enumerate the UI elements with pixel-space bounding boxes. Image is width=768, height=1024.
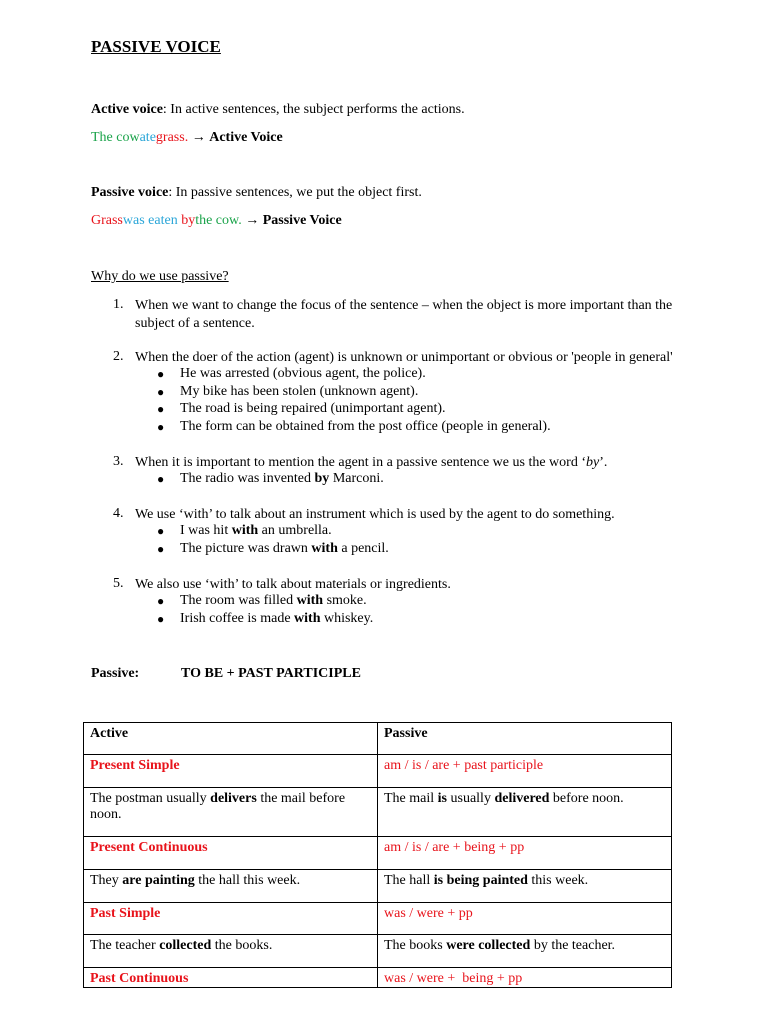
cell-bold: delivered	[494, 791, 550, 806]
bullet-text: My bike has been stolen (unknown agent).	[180, 384, 419, 399]
list-item-text: We also use ‘with’ to talk about materials or ingredients.	[135, 577, 451, 592]
table-row	[84, 788, 672, 837]
active-voice-definition-text: : In active sentences, the subject performs the actions.	[162, 102, 465, 117]
bullet-text-bold: with	[231, 523, 259, 538]
passive-voice-term: Passive voice	[91, 185, 169, 200]
list-item-text: When we want to change the focus of the sentence – when the object is more important than the subject of a sentence.	[135, 298, 673, 331]
cell-text: usually	[447, 791, 495, 806]
page-title: PASSIVE VOICE	[91, 37, 221, 56]
cell-text: The books	[384, 938, 447, 953]
bullet-text-bold: with	[296, 593, 324, 608]
passive-example-verb: was eaten	[122, 213, 182, 228]
tense-rule: am / is / are + past participle	[378, 755, 672, 788]
passive-example-agent: the cow.	[195, 213, 242, 228]
bullet-text-bold: with	[294, 611, 321, 626]
active-example-verb: ate	[139, 130, 156, 145]
cell-text: the hall this week.	[194, 873, 301, 888]
bullet-text-start: I was hit	[180, 523, 232, 538]
tense-table	[83, 722, 672, 988]
bullet-text-end: whiskey.	[320, 611, 374, 626]
list-number: 2.	[113, 349, 124, 364]
list-item-text: We use ‘with’ to talk about an instrument which is used by the agent to do something.	[135, 507, 615, 522]
bullet-icon: ●	[157, 524, 165, 538]
bullet-text: He was arrested (obvious agent, the police).	[180, 366, 426, 381]
passive-example-cell	[378, 935, 672, 968]
active-example-cell	[84, 870, 378, 903]
bullet-icon: ●	[157, 420, 165, 434]
tense-rule: am / is / are + being + pp	[378, 837, 672, 870]
bullet-text-end: a pencil.	[337, 541, 389, 556]
right-arrow-icon: →	[191, 130, 206, 145]
list-item-text-start: When it is important to mention the agent in a passive sentence we us the word ‘	[135, 455, 586, 470]
passive-voice-definition	[91, 185, 422, 201]
bullet-icon: ●	[157, 385, 165, 399]
bullet-icon: ●	[157, 472, 165, 486]
list-item-text	[135, 454, 695, 472]
bullet-text	[180, 471, 384, 487]
active-example-object: grass.	[155, 130, 189, 145]
table-row	[84, 968, 672, 988]
tense-name: Past Continuous	[84, 968, 378, 988]
list-number: 4.	[113, 506, 124, 521]
table-header-passive: Passive	[378, 723, 672, 755]
active-example-cell	[84, 788, 378, 837]
bullet-text	[180, 593, 367, 609]
tense-rule: was / were + pp	[378, 903, 672, 935]
passive-example-cell	[378, 788, 672, 837]
list-item-text-end: ’.	[599, 455, 608, 470]
cell-text: The postman usually	[90, 791, 211, 806]
cell-bold: were collected	[446, 938, 531, 953]
table-header-active: Active	[84, 723, 378, 755]
table-header-row	[84, 723, 672, 755]
bullet-icon: ●	[157, 612, 165, 626]
bullet-text-end: Marconi.	[329, 471, 384, 486]
cell-text: before noon.	[549, 791, 624, 806]
bullet-icon: ●	[157, 367, 165, 381]
bullet-text	[180, 611, 373, 627]
tense-name: Past Simple	[84, 903, 378, 935]
formula-label: Passive:	[91, 666, 140, 681]
cell-text: The mail	[384, 791, 438, 806]
active-voice-term: Active voice	[91, 102, 163, 117]
tense-name: Present Continuous	[84, 837, 378, 870]
list-number: 3.	[113, 454, 124, 469]
bullet-text-bold: with	[311, 541, 338, 556]
cell-bold: collected	[159, 938, 212, 953]
list-number: 5.	[113, 576, 124, 591]
passive-example-by: by	[181, 213, 196, 228]
active-voice-example	[91, 130, 283, 146]
passive-voice-example	[91, 213, 342, 229]
bullet-icon: ●	[157, 542, 165, 556]
bullet-icon: ●	[157, 594, 165, 608]
bullet-text-end: smoke.	[323, 593, 367, 608]
cell-bold: is	[437, 791, 447, 806]
cell-text: The hall	[384, 873, 434, 888]
table-row	[84, 837, 672, 870]
passive-example-label: Passive Voice	[262, 213, 342, 228]
table-row	[84, 870, 672, 903]
passive-example-object: Grass	[91, 213, 123, 228]
bullet-text	[180, 541, 389, 557]
bullet-text-start: The radio was invented	[180, 471, 315, 486]
bullet-text: The form can be obtained from the post office (people in general).	[180, 419, 551, 434]
list-number: 1.	[113, 297, 124, 312]
bullet-text: The road is being repaired (unimportant agent).	[180, 401, 446, 416]
tense-name: Present Simple	[84, 755, 378, 788]
formula-value: TO BE + PAST PARTICIPLE	[181, 666, 361, 681]
bullet-text-start: Irish coffee is made	[180, 611, 295, 626]
bullet-icon: ●	[157, 402, 165, 416]
active-voice-definition	[91, 102, 465, 118]
cell-text: by the teacher.	[530, 938, 616, 953]
cell-text: the mail before noon.	[90, 791, 346, 822]
bullet-text-start: The picture was drawn	[180, 541, 312, 556]
table-row	[84, 935, 672, 968]
active-example-cell	[84, 935, 378, 968]
cell-text: the books.	[211, 938, 273, 953]
passive-example-cell	[378, 870, 672, 903]
cell-bold: is being painted	[433, 873, 528, 888]
tense-rule: was / were + being + pp	[378, 968, 672, 988]
table-row	[84, 755, 672, 788]
why-heading: Why do we use passive?	[91, 269, 229, 284]
cell-text: this week.	[527, 873, 589, 888]
bullet-text	[180, 523, 332, 539]
table-row	[84, 903, 672, 935]
cell-bold: are painting	[122, 873, 195, 888]
cell-bold: delivers	[210, 791, 257, 806]
italic-by: by	[586, 455, 600, 470]
cell-text: The teacher	[90, 938, 160, 953]
active-example-subject: The cow	[91, 130, 140, 145]
list-item-text: When the doer of the action (agent) is unknown or unimportant or obvious or 'people in general'	[135, 350, 673, 365]
right-arrow-icon: →	[245, 213, 260, 228]
cell-text: They	[90, 873, 123, 888]
bullet-text-end: an umbrella.	[258, 523, 332, 538]
passive-voice-definition-text: : In passive sentences, we put the object first.	[168, 185, 422, 200]
bullet-text-bold: by	[314, 471, 330, 486]
bullet-text-start: The room was filled	[180, 593, 297, 608]
active-example-label: Active Voice	[209, 130, 283, 145]
